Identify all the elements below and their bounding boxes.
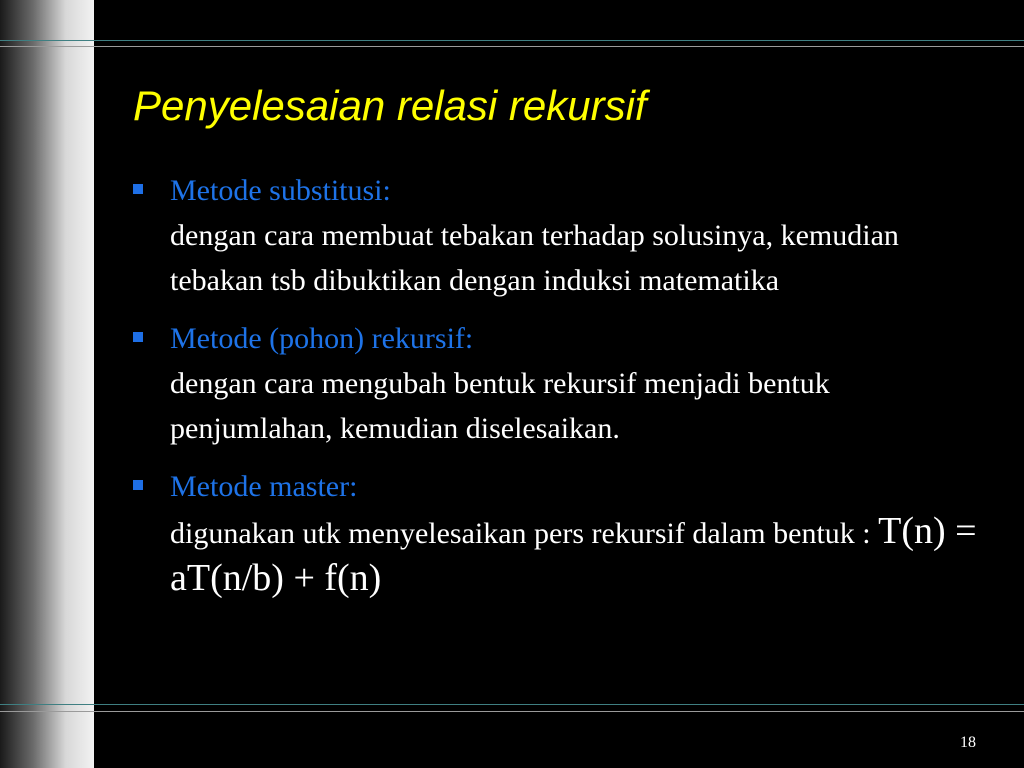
bottom-divider-line xyxy=(0,704,1024,705)
bullet-description xyxy=(170,509,990,603)
bullet-list xyxy=(130,168,990,616)
bottom-divider-line-secondary xyxy=(0,711,1024,712)
slide-title: Penyelesaian relasi rekursif xyxy=(133,82,647,129)
bullet-heading: Metode master: xyxy=(170,470,358,503)
list-item xyxy=(130,316,990,451)
square-bullet-icon xyxy=(133,332,143,342)
recurrence-formula: T(n) = aT(n/b) + f(n) xyxy=(170,510,977,599)
bullet-heading: Metode (pohon) rekursif: xyxy=(170,322,474,355)
bullet-description-text: digunakan utk menyelesaikan pers rekursif dalam bentuk : xyxy=(170,517,879,550)
top-divider-line xyxy=(0,40,1024,41)
bullet-description: dengan cara membuat tebakan terhadap solusinya, kemudian tebakan tsb dibuktikan dengan induksi matematika xyxy=(170,219,899,297)
bullet-description: dengan cara mengubah bentuk rekursif menjadi bentuk penjumlahan, kemudian diselesaikan. xyxy=(170,367,830,445)
top-divider-line-secondary xyxy=(0,46,1024,47)
list-item xyxy=(130,168,990,303)
page-number: 18 xyxy=(960,734,976,751)
square-bullet-icon xyxy=(133,184,143,194)
bullet-heading: Metode substitusi: xyxy=(170,174,391,207)
list-item xyxy=(130,464,990,603)
square-bullet-icon xyxy=(133,480,143,490)
side-gradient-bar xyxy=(0,0,94,768)
